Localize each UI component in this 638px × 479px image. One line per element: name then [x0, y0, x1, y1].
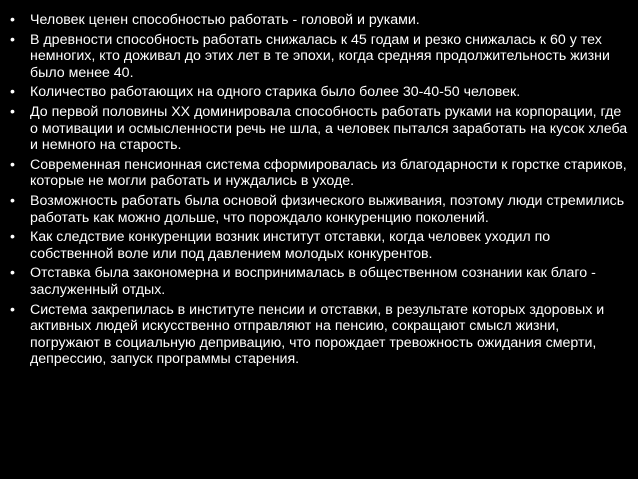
bullet-dot-icon: • — [10, 265, 15, 282]
bullet-dot-icon: • — [10, 103, 15, 120]
bullet-item — [8, 104, 632, 154]
bullet-list — [8, 12, 632, 371]
bullet-text: Отставка была закономерна и воспринималась в общественном сознании как благо - заслуженный отдых. — [30, 265, 596, 298]
bullet-text: Как следствие конкуренции возник институт отставки, когда человек уходил по собственной воле или под давлением молодых конкурентов. — [30, 229, 551, 262]
bullet-text: В древности способность работать снижалась к 45 годам и резко снижалась к 60 у тех немногих, кто доживал до этих лет в те эпохи, когда средняя продолжительность жизни было менее 40. — [30, 31, 610, 81]
bullet-text: Возможность работать была основой физического выживания, поэтому люди стремились работать как можно дольше, что порождало конкуренцию поколений. — [30, 192, 625, 226]
bullet-item — [8, 12, 632, 29]
bullet-item — [8, 265, 632, 298]
bullet-text: Система закрепилась в институте пенсии и отставки, в результате которых здоровых и активных людей искусственно отправляют на пенсию, сокращают смысл жизни, погружают в социальную депривацию, что порождает тревожность ожидания смерти, депрессию, запуск программы старения. — [30, 301, 605, 368]
bullet-dot-icon: • — [10, 301, 15, 318]
bullet-text: До первой половины ХХ доминировала способность работать руками на корпорации, где о мотивации и осмысленности речь не шла, а человек пытался заработать на кусок хлеба и немного на старость. — [30, 103, 628, 154]
bullet-dot-icon: • — [10, 31, 15, 48]
bullet-item — [8, 302, 632, 368]
bullet-text: Количество работающих на одного старика было более 30-40-50 человек. — [30, 84, 521, 101]
bullet-dot-icon: • — [10, 192, 15, 209]
bullet-item — [8, 84, 632, 101]
bullet-dot-icon: • — [10, 229, 15, 246]
bullet-item — [8, 32, 632, 82]
bullet-item — [8, 193, 632, 226]
bullet-text: Современная пенсионная система сформировалась из благодарности к горстке стариков, которые не могли работать и нуждались в уходе. — [30, 156, 627, 190]
bullet-item — [8, 229, 632, 262]
bullet-dot-icon: • — [10, 84, 15, 101]
bullet-dot-icon: • — [10, 156, 15, 173]
bullet-item — [8, 157, 632, 190]
bullet-text: Человек ценен способностью работать - головой и руками. — [30, 12, 420, 28]
bullet-dot-icon: • — [10, 12, 15, 28]
